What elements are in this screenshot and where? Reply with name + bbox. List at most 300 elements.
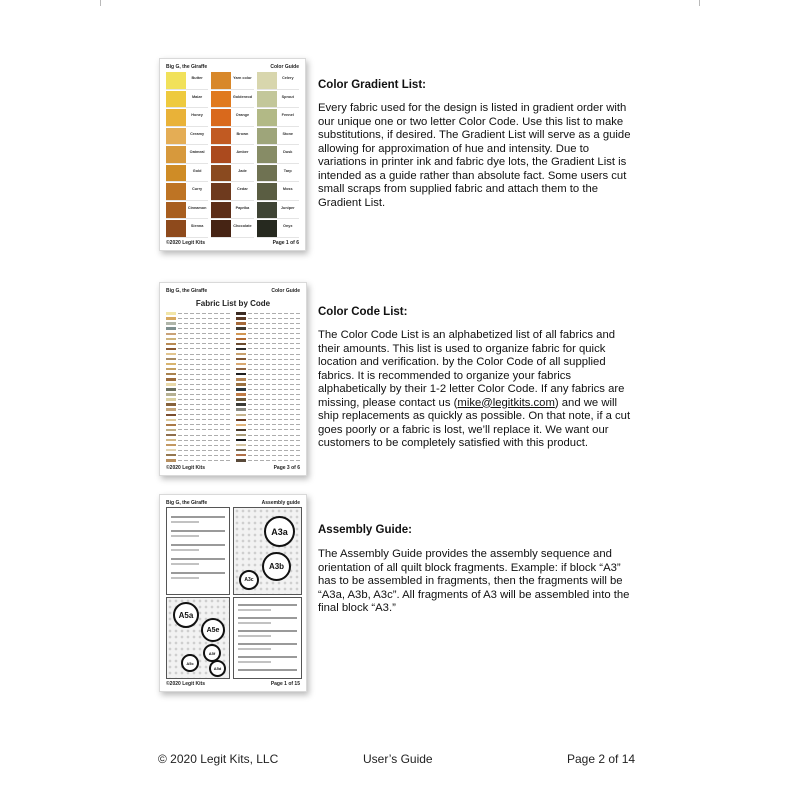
- swatch-label: Yarn color: [233, 76, 252, 80]
- row-text-placeholder: [178, 404, 230, 405]
- row-text-placeholder: [248, 440, 300, 441]
- thumbnail-header-left: Big G, the Giraffe: [166, 500, 208, 506]
- row-swatch: [236, 322, 246, 324]
- row-swatch: [166, 459, 176, 461]
- row-text-placeholder: [178, 369, 230, 370]
- row-text-placeholder: [178, 333, 230, 334]
- swatch-label: Butter: [191, 76, 203, 80]
- code-list-column-right: [236, 312, 300, 462]
- row-text-placeholder: [248, 313, 300, 314]
- row-text-placeholder: [248, 394, 300, 395]
- row-swatch: [166, 338, 176, 340]
- row-swatch: [236, 449, 246, 451]
- row-swatch: [166, 322, 176, 324]
- block-label-a5c: A5c: [181, 654, 199, 672]
- row-swatch: [166, 449, 176, 451]
- assembly-guide-thumbnail: [159, 494, 307, 692]
- code-list-row: [236, 332, 300, 335]
- row-text-placeholder: [178, 424, 230, 425]
- code-list-row: [166, 449, 230, 452]
- code-list-row: [166, 363, 230, 366]
- swatch-label: Moss: [282, 187, 293, 192]
- row-text-placeholder: [248, 374, 300, 375]
- code-list-row: [166, 317, 230, 320]
- row-text-placeholder: [248, 343, 300, 344]
- row-swatch: [236, 393, 246, 395]
- row-text-placeholder: [178, 364, 230, 365]
- row-swatch: [236, 317, 246, 319]
- row-swatch: [236, 403, 246, 405]
- swatch-label: Honey: [191, 113, 203, 118]
- assembly-steps-pane-2: [233, 597, 302, 679]
- row-swatch: [166, 408, 176, 410]
- assembly-steps-pane: [166, 507, 230, 595]
- gradient-swatch: [166, 165, 208, 183]
- gradient-swatch: [257, 146, 299, 164]
- code-list-row: [166, 337, 230, 340]
- row-swatch: [166, 343, 176, 345]
- row-text-placeholder: [248, 364, 300, 365]
- row-swatch: [236, 398, 246, 400]
- code-list-row: [236, 373, 300, 376]
- thumbnail-header-left: Big G, the Giraffe: [166, 288, 208, 294]
- swatch-label: Juniper: [280, 205, 295, 210]
- row-swatch: [166, 454, 176, 456]
- row-text-placeholder: [178, 343, 230, 344]
- gradient-swatch: [211, 91, 253, 109]
- swatch-color: [166, 72, 186, 89]
- row-text-placeholder: [178, 394, 230, 395]
- swatch-label: Fennel: [281, 113, 294, 118]
- row-text-placeholder: [248, 348, 300, 349]
- code-list-row: [166, 459, 230, 462]
- row-swatch: [236, 338, 246, 340]
- code-list-row: [236, 337, 300, 340]
- gradient-list-thumbnail: [159, 58, 306, 251]
- row-swatch: [166, 429, 176, 431]
- swatch-label: Maize: [191, 94, 203, 99]
- code-list-row: [166, 454, 230, 457]
- code-list-row: [166, 408, 230, 411]
- row-text-placeholder: [248, 389, 300, 390]
- code-list-row: [236, 408, 300, 411]
- swatch-label: Sprout: [281, 94, 294, 99]
- gradient-swatch: [257, 91, 299, 109]
- swatch-label: Cinnamon: [187, 205, 207, 210]
- code-list-row: [166, 393, 230, 396]
- code-list-row: [166, 342, 230, 345]
- row-swatch: [236, 358, 246, 360]
- row-text-placeholder: [178, 429, 230, 430]
- thumbnail-header-left: Big G, the Giraffe: [166, 64, 208, 70]
- code-list-row: [236, 383, 300, 386]
- swatch-label: Creamy: [190, 131, 205, 136]
- row-text-placeholder: [178, 384, 230, 385]
- row-swatch: [166, 419, 176, 421]
- row-swatch: [236, 327, 246, 329]
- thumbnail-footer: [166, 681, 300, 687]
- code-section-title: Color Code List:: [318, 306, 408, 318]
- code-list-row: [166, 358, 230, 361]
- swatch-label: Dusk: [283, 150, 293, 155]
- code-list-row: [236, 434, 300, 437]
- code-list-row: [236, 312, 300, 315]
- gradient-swatch: [166, 128, 208, 146]
- row-swatch: [166, 393, 176, 395]
- row-text-placeholder: [248, 460, 300, 461]
- swatch-label: Cedar: [237, 187, 248, 192]
- row-text-placeholder: [248, 384, 300, 385]
- code-list-row: [236, 454, 300, 457]
- row-text-placeholder: [248, 359, 300, 360]
- swatch-label: Brown: [236, 131, 249, 136]
- block-label-a5d: A5d: [209, 660, 226, 677]
- page-edge-right: [699, 0, 700, 6]
- gradient-swatch-grid: [166, 72, 299, 238]
- code-list-row: [166, 434, 230, 437]
- thumbnail-footer: [166, 465, 300, 471]
- row-text-placeholder: [178, 450, 230, 451]
- swatch-color: [211, 165, 231, 182]
- row-text-placeholder: [178, 328, 230, 329]
- gradient-swatch: [211, 220, 253, 238]
- code-list-row: [166, 373, 230, 376]
- swatch-color: [166, 146, 186, 163]
- swatch-label: Paprika: [235, 205, 250, 210]
- gradient-section-title: Color Gradient List:: [318, 79, 426, 91]
- swatch-label: Stone: [282, 131, 294, 136]
- row-swatch: [166, 424, 176, 426]
- row-swatch: [166, 398, 176, 400]
- code-list-row: [236, 327, 300, 330]
- swatch-color: [257, 91, 277, 108]
- swatch-label: Onyx: [283, 224, 293, 229]
- swatch-color: [257, 220, 277, 237]
- row-swatch: [236, 373, 246, 375]
- gradient-swatch: [211, 72, 253, 90]
- row-text-placeholder: [248, 354, 300, 355]
- row-swatch: [236, 439, 246, 441]
- row-text-placeholder: [248, 399, 300, 400]
- row-text-placeholder: [248, 379, 300, 380]
- thumbnail-footer-left: ©2020 Legit Kits: [166, 681, 205, 687]
- thumbnail-header-right: Assembly guide: [261, 500, 300, 506]
- row-text-placeholder: [248, 414, 300, 415]
- swatch-color: [166, 202, 186, 219]
- gradient-swatch: [166, 146, 208, 164]
- row-swatch: [236, 312, 246, 314]
- row-swatch: [166, 434, 176, 436]
- row-swatch: [166, 317, 176, 319]
- swatch-color: [166, 128, 186, 145]
- swatch-label: Goldenrod: [232, 94, 253, 99]
- block-label-a5e: A5e: [201, 618, 225, 642]
- row-swatch: [236, 434, 246, 436]
- swatch-color: [166, 220, 186, 237]
- code-list-row: [236, 322, 300, 325]
- thumbnail-header: [166, 288, 300, 294]
- swatch-color: [257, 165, 277, 182]
- code-list-row: [166, 403, 230, 406]
- gradient-swatch: [166, 183, 208, 201]
- row-swatch: [236, 348, 246, 350]
- row-swatch: [166, 378, 176, 380]
- code-list-row: [236, 388, 300, 391]
- code-list-row: [166, 398, 230, 401]
- swatch-color: [211, 183, 231, 200]
- code-list-row: [236, 398, 300, 401]
- block-label-a5a: A5a: [173, 602, 199, 628]
- gradient-swatch: [166, 91, 208, 109]
- block-label-a3a: A3a: [264, 516, 295, 547]
- gradient-swatch: [211, 146, 253, 164]
- row-text-placeholder: [248, 318, 300, 319]
- code-list-heading: Fabric List by Code: [195, 299, 271, 308]
- code-list-row: [236, 347, 300, 350]
- code-list-row: [236, 317, 300, 320]
- row-swatch: [236, 424, 246, 426]
- gradient-swatch: [257, 165, 299, 183]
- page-edge-left: [100, 0, 101, 6]
- swatch-label: Curry: [192, 187, 203, 192]
- thumbnail-header-right: Color Guide: [271, 288, 300, 294]
- row-swatch: [236, 363, 246, 365]
- swatch-color: [211, 220, 231, 237]
- code-list-row: [236, 459, 300, 462]
- row-swatch: [166, 388, 176, 390]
- swatch-label: Chocolate: [233, 224, 252, 229]
- row-text-placeholder: [248, 450, 300, 451]
- footer-page-number: Page 2 of 14: [567, 752, 636, 766]
- gradient-swatch: [257, 202, 299, 220]
- row-swatch: [166, 383, 176, 385]
- code-list-row: [236, 418, 300, 421]
- code-list-thumbnail: [159, 282, 307, 476]
- gradient-swatch: [166, 72, 208, 90]
- block-a5-diagram: [166, 597, 230, 679]
- row-text-placeholder: [248, 338, 300, 339]
- code-list-columns: [166, 312, 300, 462]
- row-text-placeholder: [178, 359, 230, 360]
- row-swatch: [166, 333, 176, 335]
- code-body-text: The Color Code List is an alphabetized list of all fabrics and their amounts. This list is used to organize fabric for quick location and verification. by the Color Code of all supplied fabrics. It is recommended to organize your fabrics alphabetically by their 1-2 letter Color Code. If any fabrics are missing, please contact us (: [318, 329, 625, 409]
- code-list-row: [166, 378, 230, 381]
- row-text-placeholder: [178, 354, 230, 355]
- row-text-placeholder: [178, 455, 230, 456]
- row-text-placeholder: [248, 409, 300, 410]
- code-list-row: [236, 428, 300, 431]
- row-swatch: [236, 459, 246, 461]
- row-swatch: [166, 444, 176, 446]
- swatch-color: [257, 146, 277, 163]
- code-list-row: [236, 444, 300, 447]
- code-list-row: [166, 322, 230, 325]
- code-list-row: [166, 439, 230, 442]
- assembly-section-body: The Assembly Guide provides the assembly sequence and orientation of all quilt block fragments. Example: if block “A3” has to be assembled in fragments, then the fragments will be “A3a, A3b, A3c”. All fragments of A3 will be assembled into the final block “A3.”: [318, 548, 630, 614]
- thumbnail-header-right: Color Guide: [270, 64, 299, 70]
- gradient-swatch: [257, 109, 299, 127]
- footer-copyright: © 2020 Legit Kits, LLC: [158, 752, 279, 766]
- row-swatch: [236, 388, 246, 390]
- row-swatch: [166, 403, 176, 405]
- swatch-label: Amber: [236, 150, 249, 155]
- swatch-color: [257, 109, 277, 126]
- code-list-row: [236, 342, 300, 345]
- swatch-color: [211, 72, 231, 89]
- gradient-swatch: [166, 109, 208, 127]
- swatch-color: [166, 165, 186, 182]
- row-text-placeholder: [248, 455, 300, 456]
- row-swatch: [236, 368, 246, 370]
- gradient-swatch: [166, 220, 208, 238]
- row-text-placeholder: [178, 313, 230, 314]
- gradient-swatch: [211, 202, 253, 220]
- gradient-swatch: [257, 183, 299, 201]
- gradient-swatch: [257, 128, 299, 146]
- row-text-placeholder: [178, 389, 230, 390]
- row-text-placeholder: [178, 318, 230, 319]
- gradient-swatch: [211, 183, 253, 201]
- row-text-placeholder: [178, 399, 230, 400]
- row-text-placeholder: [178, 419, 230, 420]
- code-list-row: [236, 403, 300, 406]
- swatch-label: Oatmeal: [189, 150, 205, 155]
- thumbnail-footer-left: ©2020 Legit Kits: [166, 465, 205, 471]
- footer-title: User’s Guide: [363, 752, 433, 766]
- swatch-color: [211, 109, 231, 126]
- gradient-swatch: [257, 220, 299, 238]
- row-text-placeholder: [178, 445, 230, 446]
- code-list-row: [236, 358, 300, 361]
- gradient-swatch: [257, 72, 299, 90]
- row-swatch: [166, 327, 176, 329]
- row-text-placeholder: [178, 379, 230, 380]
- code-list-row: [166, 332, 230, 335]
- code-list-row: [166, 418, 230, 421]
- swatch-color: [211, 146, 231, 163]
- code-list-row: [166, 383, 230, 386]
- swatch-label: Gold: [192, 168, 202, 173]
- block-label-a3b: A3b: [262, 552, 291, 581]
- gradient-swatch: [211, 109, 253, 127]
- swatch-color: [166, 183, 186, 200]
- code-list-row: [236, 439, 300, 442]
- swatch-color: [257, 72, 277, 89]
- row-swatch: [166, 312, 176, 314]
- code-list-row: [166, 388, 230, 391]
- code-list-row: [236, 449, 300, 452]
- code-list-row: [166, 423, 230, 426]
- swatch-label: Sienna: [190, 224, 204, 229]
- row-swatch: [166, 353, 176, 355]
- row-text-placeholder: [248, 435, 300, 436]
- thumbnail-footer-right: Page 1 of 6: [272, 240, 299, 246]
- row-swatch: [236, 408, 246, 410]
- thumbnail-header: [166, 500, 300, 506]
- block-label-a3c: A3c: [239, 570, 259, 590]
- swatch-color: [211, 91, 231, 108]
- swatch-color: [257, 202, 277, 219]
- row-text-placeholder: [248, 328, 300, 329]
- row-swatch: [236, 343, 246, 345]
- row-text-placeholder: [178, 323, 230, 324]
- row-text-placeholder: [248, 333, 300, 334]
- row-text-placeholder: [178, 338, 230, 339]
- swatch-label: Tarp: [283, 168, 292, 173]
- row-swatch: [166, 363, 176, 365]
- row-swatch: [166, 358, 176, 360]
- row-text-placeholder: [248, 323, 300, 324]
- code-list-row: [166, 312, 230, 315]
- row-swatch: [166, 368, 176, 370]
- swatch-color: [211, 128, 231, 145]
- row-swatch: [236, 419, 246, 421]
- row-text-placeholder: [248, 445, 300, 446]
- code-list-row: [166, 444, 230, 447]
- code-list-row: [236, 413, 300, 416]
- thumbnail-footer-left: ©2020 Legit Kits: [166, 240, 205, 246]
- swatch-color: [166, 91, 186, 108]
- thumbnail-footer-right: Page 3 of 6: [273, 465, 300, 471]
- swatch-color: [166, 109, 186, 126]
- code-list-row: [166, 368, 230, 371]
- code-section-body: [318, 329, 640, 451]
- code-list-row: [166, 428, 230, 431]
- row-swatch: [236, 353, 246, 355]
- block-label-a5f: A5f: [203, 644, 221, 662]
- row-text-placeholder: [248, 429, 300, 430]
- row-text-placeholder: [178, 460, 230, 461]
- code-list-row: [236, 393, 300, 396]
- code-list-row: [166, 413, 230, 416]
- row-swatch: [236, 414, 246, 416]
- code-list-row: [236, 423, 300, 426]
- support-email-link[interactable]: mike@legitkits.com: [457, 396, 555, 409]
- code-list-row: [236, 378, 300, 381]
- row-text-placeholder: [248, 404, 300, 405]
- row-swatch: [166, 373, 176, 375]
- swatch-color: [211, 202, 231, 219]
- gradient-swatch: [166, 202, 208, 220]
- row-swatch: [236, 383, 246, 385]
- row-text-placeholder: [178, 374, 230, 375]
- swatch-label: Jade: [238, 168, 247, 173]
- row-text-placeholder: [248, 419, 300, 420]
- row-swatch: [166, 348, 176, 350]
- row-text-placeholder: [178, 348, 230, 349]
- code-list-column-left: [166, 312, 230, 462]
- row-swatch: [236, 378, 246, 380]
- gradient-swatch: [211, 128, 253, 146]
- thumbnail-header: [166, 64, 299, 70]
- thumbnail-footer-right: Page 1 of 15: [270, 681, 300, 687]
- gradient-swatch: [211, 165, 253, 183]
- code-list-row: [236, 353, 300, 356]
- row-swatch: [236, 454, 246, 456]
- gradient-section-body: Every fabric used for the design is listed in gradient order with our unique one or two letter Color Code. Use this list to make substitutions, if desired. The Gradient List will serve as a guide allowing for approximation of hue and intensity. Due to variations in printer ink and fabric dye lots, the Gradient List is intended as a guide rather than absolute fact. Some users cut small scraps from supplied fabric and attach them to the Gradient List.: [318, 102, 631, 209]
- code-list-row: [166, 347, 230, 350]
- code-list-row: [166, 327, 230, 330]
- row-text-placeholder: [178, 409, 230, 410]
- row-swatch: [166, 414, 176, 416]
- swatch-color: [257, 183, 277, 200]
- code-list-row: [236, 363, 300, 366]
- row-text-placeholder: [178, 414, 230, 415]
- code-body-text-continued: ) and we will ship replacements as quickly as possible. On that note, if a cut goes poorly or a fabric is lost, we’ll replace it. We want our customers to be completely satisfied with this product.: [318, 396, 631, 449]
- assembly-section-title: Assembly Guide:: [318, 524, 412, 536]
- code-list-row: [236, 368, 300, 371]
- row-swatch: [236, 429, 246, 431]
